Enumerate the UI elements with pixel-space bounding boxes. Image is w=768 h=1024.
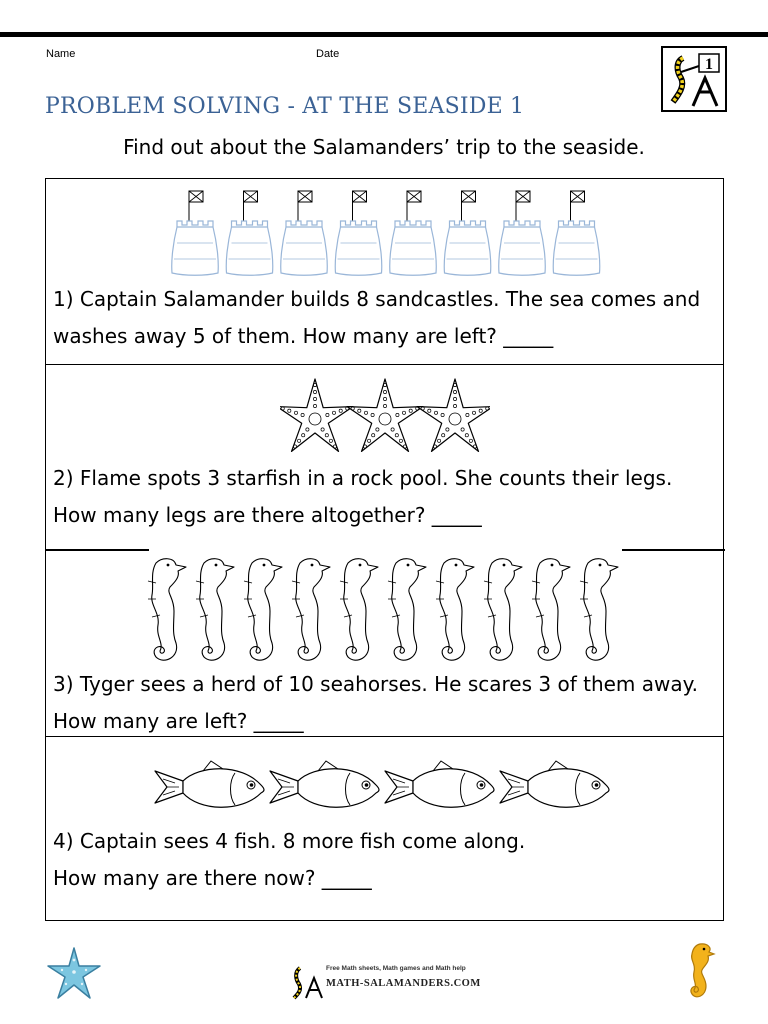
problem-3 (46, 549, 723, 737)
name-label: Name (46, 48, 76, 60)
problem-4-line-2: How many are there now? _____ (53, 866, 372, 890)
problem-1-line-1: 1) Captain Salamander builds 8 sandcastles. The sea comes and (53, 287, 701, 311)
problem-1-line-2: washes away 5 of them. How many are left? _____ (53, 324, 554, 348)
seahorse-icon (388, 559, 426, 660)
footer-tagline: Free Math sheets, Math games and Math help (326, 965, 466, 972)
fish-icon (270, 761, 379, 807)
seahorse-icon (340, 559, 378, 660)
page-subtitle: Find out about the Salamanders’ trip to the seaside. (123, 135, 645, 159)
fish-icon (155, 761, 264, 807)
page-title: PROBLEM SOLVING - AT THE SEASIDE 1 (45, 94, 525, 119)
seahorse-icon (244, 559, 282, 660)
sandcastle-row (46, 187, 723, 279)
problem-4-text (53, 823, 717, 897)
sandcastle-icon (171, 191, 218, 275)
problem-3-line-1: 3) Tyger sees a herd of 10 seahorses. He scares 3 of them away. (53, 672, 698, 696)
grade-logo (661, 46, 727, 112)
problem-1 (46, 179, 723, 365)
problem-2 (46, 365, 723, 549)
starfish-icon (280, 379, 353, 451)
footer-seahorse-icon (680, 940, 716, 1008)
top-rule (0, 32, 768, 37)
salamander-logo-icon (663, 48, 725, 110)
problem-3-line-2: How many are left? _____ (53, 709, 304, 733)
fish-icon (500, 761, 609, 807)
seahorse-icon (436, 559, 474, 660)
date-label: Date (316, 48, 340, 60)
sandcastle-icon (389, 191, 436, 275)
sandcastle-icon (444, 191, 491, 275)
seahorse-icon (196, 559, 234, 660)
seahorse-icon (532, 559, 570, 660)
problem-3-text (53, 666, 717, 740)
grade-number: 1 (705, 56, 713, 73)
seahorse-icon (292, 559, 330, 660)
footer-site-logo[interactable] (290, 962, 486, 1002)
footer-salamander-icon (290, 964, 324, 1000)
fish-row (46, 757, 723, 819)
seahorse-row (46, 551, 723, 667)
starfish-icon (347, 379, 423, 451)
problem-2-text (53, 460, 717, 534)
sandcastle-icon (498, 191, 545, 275)
seahorse-icon (148, 559, 186, 660)
footer-starfish-icon (44, 944, 104, 1008)
fish-icon (385, 761, 494, 807)
sandcastle-icon (335, 191, 382, 275)
problem-4 (46, 737, 723, 922)
starfish-icon (417, 379, 490, 451)
problem-2-line-2: How many legs are there altogether? _____ (53, 503, 482, 527)
sandcastle-icon (226, 191, 273, 275)
problem-2-line-1: 2) Flame spots 3 starfish in a rock pool. She counts their legs. (53, 466, 673, 490)
problem-4-line-1: 4) Captain sees 4 fish. 8 more fish come along. (53, 829, 526, 853)
footer-site-name: MATH-SALAMANDERS.COM (326, 978, 481, 989)
problem-1-text (53, 281, 717, 355)
starfish-row (46, 373, 723, 463)
problem-sheet (45, 178, 724, 921)
seahorse-icon (580, 559, 618, 660)
sandcastle-icon (553, 191, 600, 275)
seahorse-icon (484, 559, 522, 660)
sandcastle-icon (280, 191, 327, 275)
